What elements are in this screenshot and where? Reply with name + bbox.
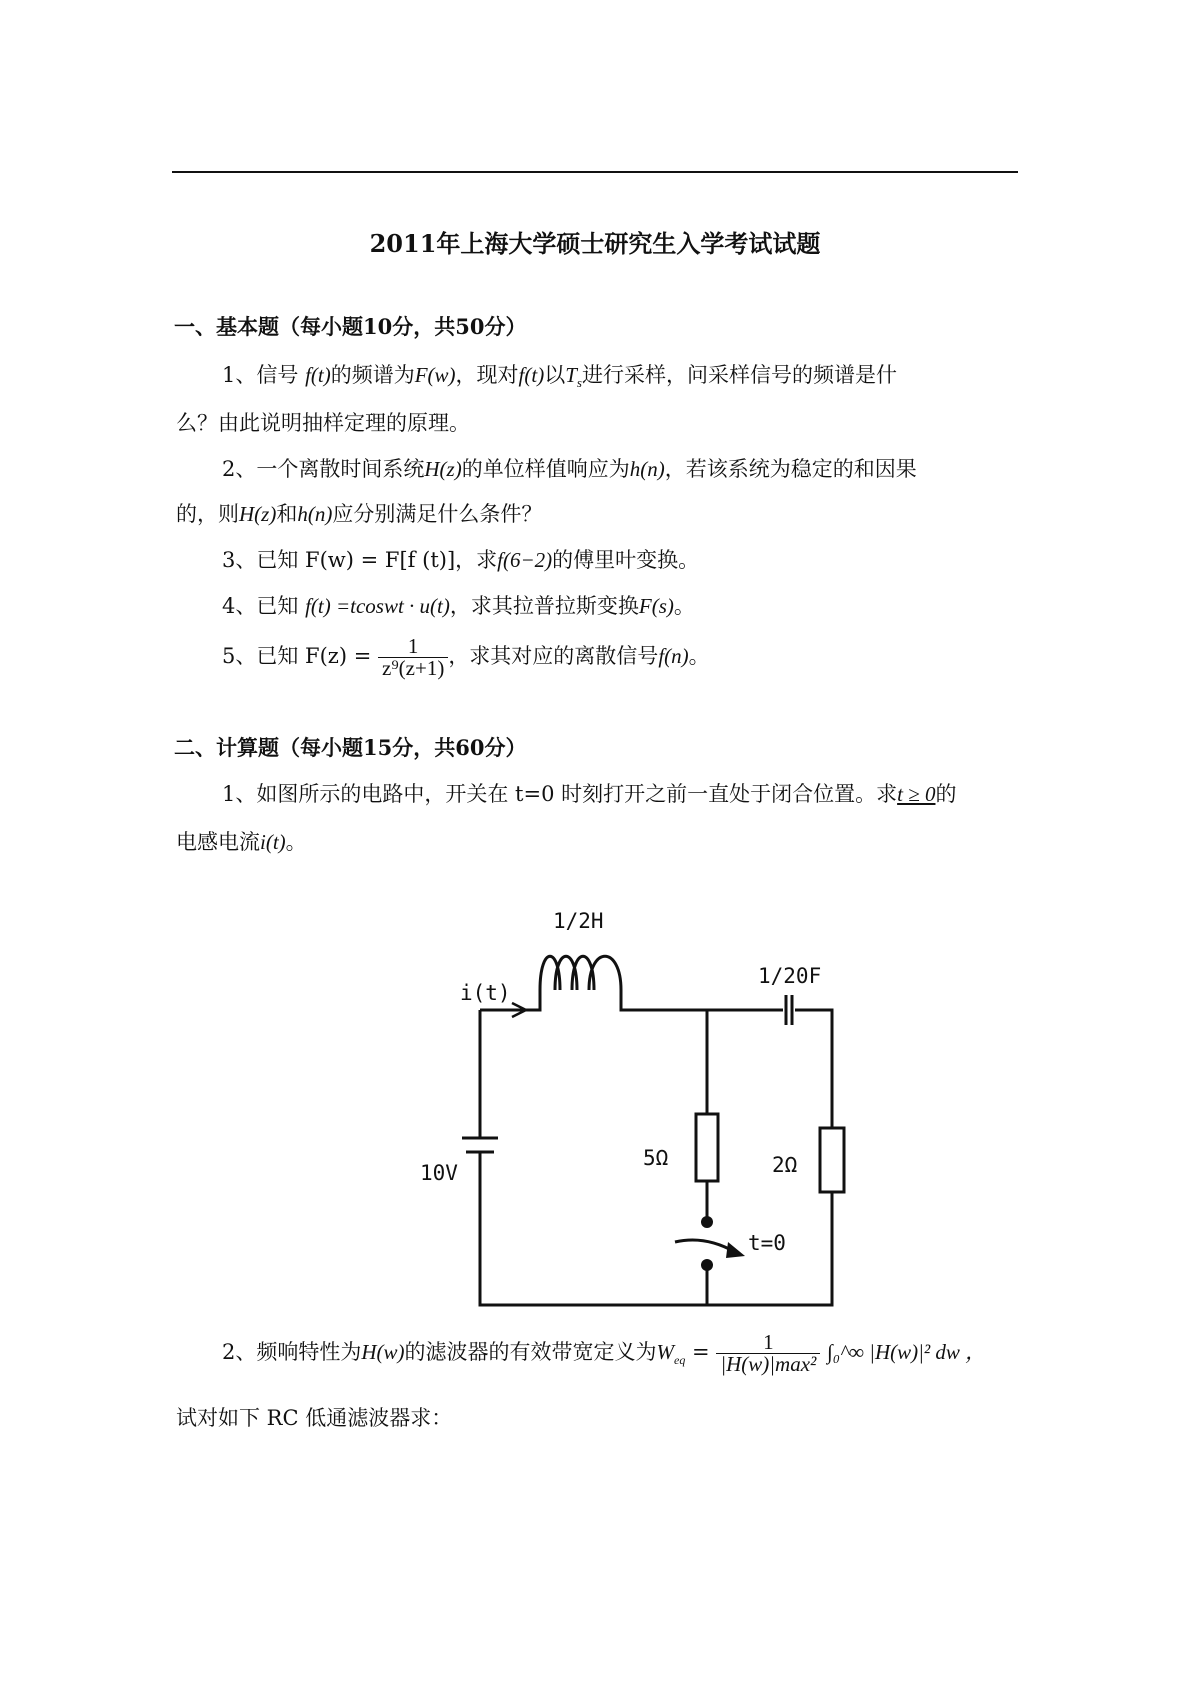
source-label: 10V [420, 1161, 458, 1185]
inductor-label: 1/2H [553, 909, 604, 933]
switch-arrowhead [726, 1242, 745, 1258]
q2-1-line2: 电感电流i(t)。 [176, 830, 307, 854]
q2-2-line2: 试对如下 RC 低通滤波器求： [176, 1406, 453, 1430]
q1-3: 3、已知 F(w) = F[f (t)]，求f(6−2)的傅里叶变换。 [222, 548, 700, 572]
switch-node-top [701, 1216, 713, 1228]
switch-arc [675, 1240, 735, 1252]
q1-4: 4、已知 f(t) =tcoswt · u(t)，求其拉普拉斯变换F(s)。 [222, 594, 695, 618]
q2-2: 2、频响特性为H(w)的滤波器的有效带宽定义为$W_{eq}$ = $\frac{1}{\text{|H(w)|max²}}$ ∫₀^∞ |H(w)|² dw ， [222, 1330, 987, 1376]
switch-node-bottom [701, 1259, 713, 1271]
q1-1: 1、信号 f(t)的频谱为F(w)，现对f(t)以$T_s$进行采样，问采样信号的频谱是什 [222, 363, 897, 391]
switch-label: t=0 [748, 1231, 786, 1255]
r2-label: 2Ω [772, 1153, 798, 1177]
resistor-5ohm [696, 1114, 718, 1181]
q1-2-line2: 的，则H(z)和h(n)应分别满足什么条件？ [176, 502, 543, 526]
inductor-symbol [540, 956, 621, 990]
q1-2: 2、一个离散时间系统H(z)的单位样值响应为h(n)，若该系统为稳定的和因果 [222, 457, 917, 481]
q2-1: 1、如图所示的电路中，开关在 t=0 时刻打开之前一直处于闭合位置。求t ≥ 0的 [222, 782, 957, 806]
section1-heading: 一、基本题（每小题10分，共50分） [174, 314, 527, 339]
capacitor-label: 1/20F [758, 964, 822, 988]
q1-1-line2: 么？由此说明抽样定理的原理。 [176, 411, 470, 435]
resistor-2ohm [820, 1128, 844, 1192]
section2-heading: 二、计算题（每小题15分，共60分） [174, 735, 527, 760]
current-label: i(t) [460, 981, 511, 1005]
q1-5: 5、已知 F(z) = $\frac{1}{\text{z⁹(z+1)}}$ ，求其对应的离散信号f(n)。 [222, 634, 710, 680]
r1-label: 5Ω [643, 1146, 669, 1170]
page-title: 2011年上海大学硕士研究生入学考试试题 [369, 229, 821, 258]
